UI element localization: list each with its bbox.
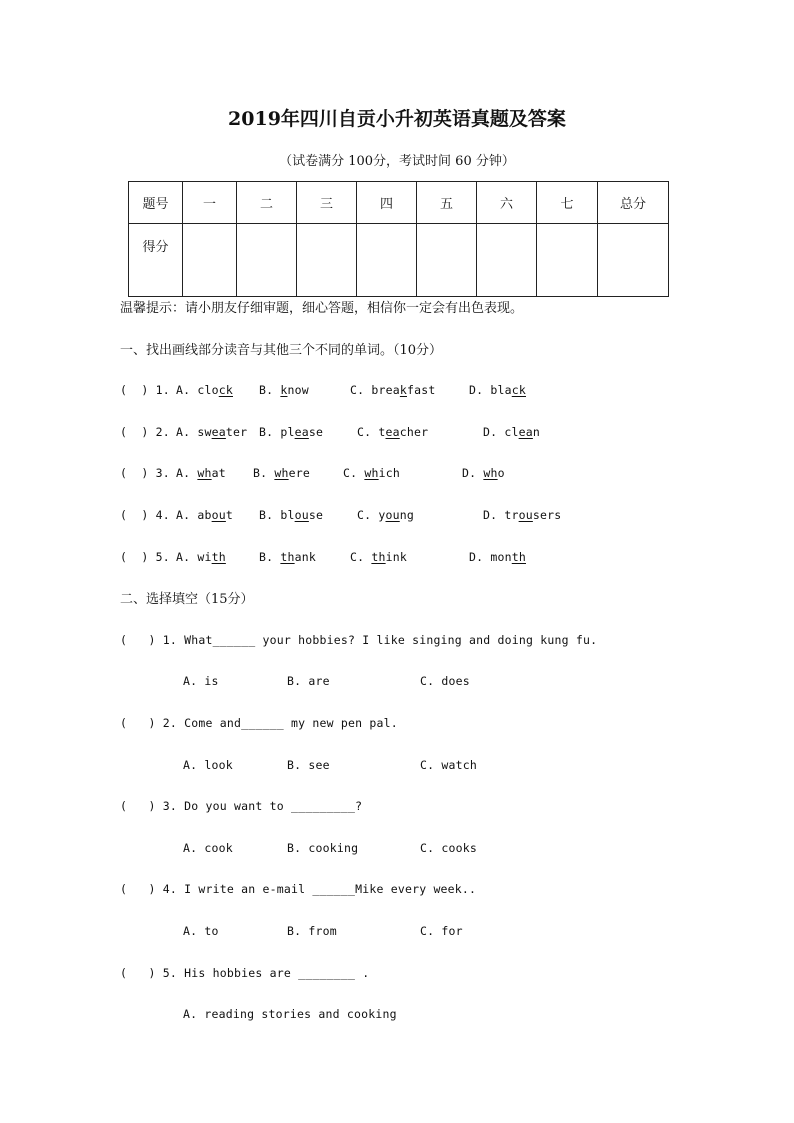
word-part: o (497, 466, 505, 480)
option-c (343, 466, 400, 480)
header-cell: 二 (237, 182, 297, 224)
question-stem: ( ) 4. I write an e-mail ______Mike every week.. (120, 882, 477, 896)
score-cell[interactable] (537, 224, 598, 297)
score-table-header-row (129, 182, 669, 224)
score-cell[interactable] (598, 224, 669, 297)
choice-c: C. watch (420, 758, 477, 772)
word-part: A. clo (176, 383, 219, 397)
underlined-letters: th (371, 550, 386, 564)
word-part: sers (532, 508, 562, 522)
underlined-letters: ou (294, 508, 309, 522)
option-a (176, 508, 233, 522)
word-part: se (308, 508, 324, 522)
option-a (176, 425, 247, 439)
question-number: ( ) 2. (120, 425, 170, 439)
word-part: cher (399, 425, 429, 439)
choice-a: A. reading stories and cooking (183, 1007, 397, 1021)
question-stem: ( ) 1. What______ your hobbies? I like singing and doing kung fu. (120, 633, 598, 647)
option-d (483, 425, 540, 439)
choice-b: B. are (287, 674, 330, 688)
word-part: A. sw (176, 425, 212, 439)
underlined-letters: ck (511, 383, 526, 397)
underlined-letters: k (280, 383, 288, 397)
question-number: ( ) 5. (120, 550, 170, 564)
underlined-letters: wh (197, 466, 212, 480)
header-cell: 六 (477, 182, 537, 224)
option-b (259, 425, 323, 439)
option-d (469, 550, 526, 564)
option-a (176, 383, 233, 397)
underlined-letters: th (211, 550, 226, 564)
section-1-heading: 一、找出画线部分读音与其他三个不同的单词。（10分） (120, 343, 443, 358)
underlined-letters: ou (211, 508, 226, 522)
score-row-label: 得分 (129, 224, 183, 297)
question-stem: ( ) 2. Come and______ my new pen pal. (120, 716, 398, 730)
exam-info: （试卷满分 100分，考试时间 60 分钟） (279, 154, 515, 169)
word-part: D. bla (469, 383, 512, 397)
option-b (259, 550, 316, 564)
underlined-letters: wh (364, 466, 379, 480)
question-number: ( ) 1. (120, 383, 170, 397)
word-part: B. pl (259, 425, 295, 439)
word-part: C. y (357, 508, 386, 522)
word-part: fast (407, 383, 436, 397)
underlined-letters: th (280, 550, 295, 564)
word-part: D. mon (469, 550, 512, 564)
word-part: B. (259, 383, 281, 397)
choice-c: C. cooks (420, 841, 477, 855)
word-part: n (532, 425, 540, 439)
underlined-letters: th (511, 550, 526, 564)
tip-text: 温馨提示：请小朋友仔细审题，细心答题，相信你一定会有出色表现。 (120, 301, 524, 316)
header-cell: 七 (537, 182, 598, 224)
word-part: A. ab (176, 508, 212, 522)
word-part: se (308, 425, 324, 439)
option-d (483, 508, 561, 522)
score-table-score-row (129, 224, 669, 297)
question-stem: ( ) 5. His hobbies are ________ . (120, 966, 370, 980)
option-c (357, 425, 428, 439)
underlined-letters: ck (218, 383, 233, 397)
underlined-letters: ou (518, 508, 533, 522)
word-part: now (287, 383, 309, 397)
page-title: 2019年四川自贡小升初英语真题及答案 (228, 108, 566, 130)
option-b (253, 466, 310, 480)
question-stem: ( ) 3. Do you want to _________? (120, 799, 363, 813)
word-part: A. wi (176, 550, 212, 564)
option-a (176, 550, 226, 564)
header-cell: 题号 (129, 182, 183, 224)
underlined-letters: ea (211, 425, 226, 439)
word-part: ng (399, 508, 414, 522)
word-part: ank (294, 550, 316, 564)
header-cell: 四 (357, 182, 417, 224)
option-c (350, 383, 436, 397)
underlined-letters: ou (385, 508, 400, 522)
score-cell[interactable] (183, 224, 237, 297)
option-c (357, 508, 414, 522)
underlined-letters: k (399, 383, 407, 397)
score-table (128, 181, 669, 297)
score-cell[interactable] (477, 224, 537, 297)
word-part: B. (253, 466, 275, 480)
choice-c: C. for (420, 924, 463, 938)
header-cell: 五 (417, 182, 477, 224)
option-b (259, 508, 323, 522)
word-part: C. (343, 466, 365, 480)
header-cell: 总分 (598, 182, 669, 224)
word-part: at (211, 466, 226, 480)
header-cell: 三 (297, 182, 357, 224)
word-part: C. (350, 550, 372, 564)
word-part: C. t (357, 425, 386, 439)
section-2-heading: 二、选择填空（15分） (120, 592, 254, 607)
underlined-letters: wh (483, 466, 498, 480)
word-part: D. (462, 466, 484, 480)
choice-a: A. is (183, 674, 219, 688)
word-part: B. (259, 550, 281, 564)
choice-b: B. see (287, 758, 330, 772)
question-number: ( ) 4. (120, 508, 170, 522)
option-d (469, 383, 526, 397)
word-part: ink (385, 550, 407, 564)
word-part: ere (288, 466, 310, 480)
choice-a: A. look (183, 758, 233, 772)
header-cell: 一 (183, 182, 237, 224)
choice-a: A. cook (183, 841, 233, 855)
option-d (462, 466, 505, 480)
word-part: ter (225, 425, 248, 439)
score-cell[interactable] (417, 224, 477, 297)
choice-b: B. cooking (287, 841, 359, 855)
score-cell[interactable] (297, 224, 357, 297)
choice-b: B. from (287, 924, 337, 938)
word-part: D. cl (483, 425, 519, 439)
word-part: t (225, 508, 233, 522)
underlined-letters: ea (385, 425, 400, 439)
question-number: ( ) 3. (120, 466, 170, 480)
underlined-letters: ea (518, 425, 533, 439)
score-cell[interactable] (237, 224, 297, 297)
word-part: A. (176, 466, 198, 480)
option-a (176, 466, 226, 480)
word-part: ich (378, 466, 400, 480)
option-b (259, 383, 309, 397)
choice-a: A. to (183, 924, 219, 938)
word-part: C. brea (350, 383, 400, 397)
option-c (350, 550, 407, 564)
underlined-letters: wh (274, 466, 289, 480)
word-part: B. bl (259, 508, 295, 522)
score-cell[interactable] (357, 224, 417, 297)
choice-c: C. does (420, 674, 470, 688)
underlined-letters: ea (294, 425, 309, 439)
word-part: D. tr (483, 508, 519, 522)
